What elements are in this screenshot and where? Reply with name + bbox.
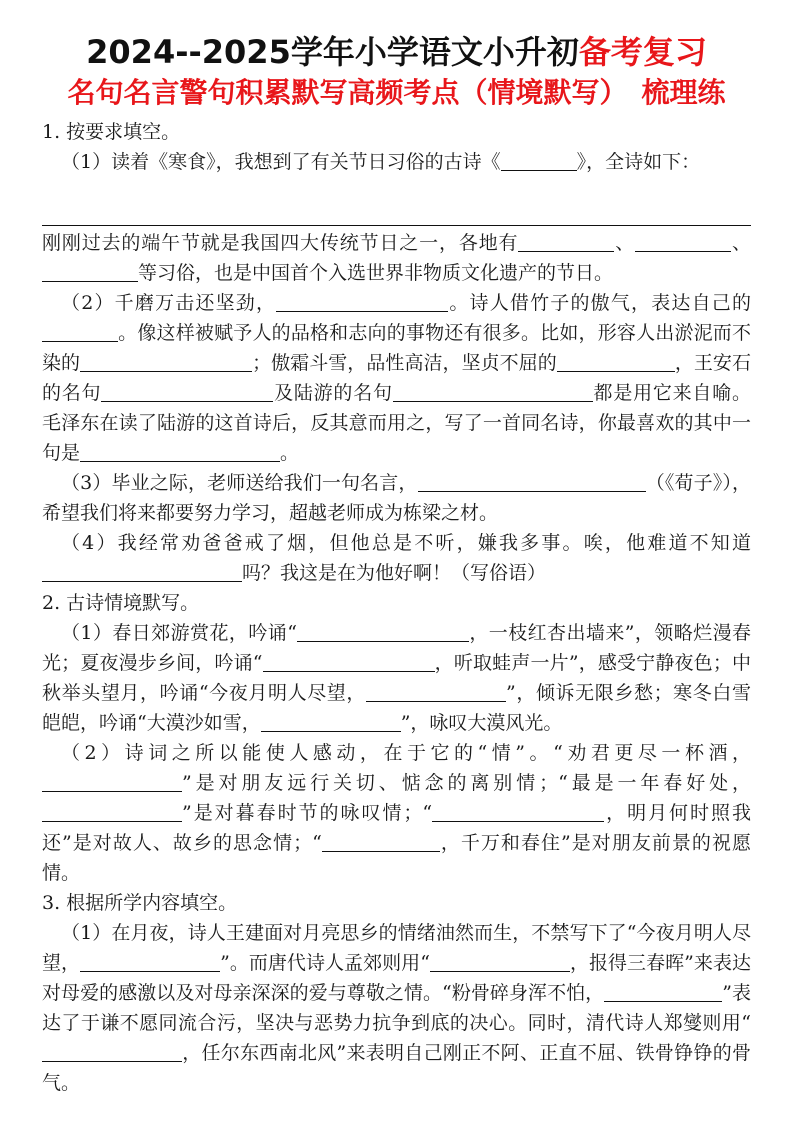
q2-2-label: （2） <box>61 741 125 764</box>
question-2-1 <box>42 618 751 738</box>
q1-2-text-g: 都是用它来自喻。毛泽东在读了陆游的这首诗后，反其意而用之，写了一首同名诗，你最喜欢的其中一句是 <box>42 381 751 464</box>
question-3-1 <box>42 918 751 1098</box>
answer-rule <box>42 225 751 226</box>
title-line-1 <box>0 34 793 71</box>
question-1-3 <box>42 468 751 528</box>
answer-blank[interactable] <box>80 444 280 462</box>
answer-blank[interactable] <box>393 384 593 402</box>
q2-1-text-b: ，一枝红杏出墙来”，领略烂漫春光；夏夜漫步乡间，吟诵“ <box>42 621 752 674</box>
document-title <box>0 0 793 109</box>
q2-2-text-d: ，明月何时照我还”是对故人、故乡的思念情；“ <box>42 801 751 854</box>
answer-blank[interactable] <box>366 684 506 702</box>
section-heading-1: 1. 按要求填空。 <box>42 120 181 143</box>
q3-1-text-e: ，任尔东西南北风”来表明自己刚正不阿、正直不屈、铁骨铮铮的骨气。 <box>42 1041 751 1094</box>
answer-blank[interactable] <box>557 354 675 372</box>
q3-1-text-a: 在月夜，诗人王建面对月亮思乡的情绪油然而生，不禁写下了“今夜月明人尽望， <box>42 921 751 974</box>
q1-1-text-c: 刚刚过去的端午节就是我国四大传统节日之一，各地有 <box>42 231 519 254</box>
q1-1-sep-1: 、 <box>614 231 636 254</box>
q2-1-text-e: ”，咏叹大漠风光。 <box>400 711 563 734</box>
q1-2-text-f: 及陆游的名句 <box>273 381 393 404</box>
q1-4-label: （4） <box>61 531 118 554</box>
answer-blank[interactable] <box>80 954 220 972</box>
q1-1-text-a: 读着《寒食》，我想到了有关节日习俗的古诗《 <box>111 150 501 173</box>
answer-writing-space[interactable] <box>42 177 751 199</box>
answer-blank[interactable] <box>42 324 118 342</box>
answer-blank[interactable] <box>430 954 570 972</box>
question-1-1-cont <box>42 228 751 288</box>
answer-blank[interactable] <box>418 474 646 492</box>
question-1-2 <box>42 288 751 468</box>
q1-4-text-b: 吗？我这是在为他好啊！（写俗语） <box>242 561 547 584</box>
q1-2-text-a: 千磨万击还坚劲， <box>114 291 277 314</box>
answer-blank[interactable] <box>604 984 722 1002</box>
q2-1-text-a: 春日郊游赏花，吟诵“ <box>112 621 297 644</box>
section-heading-3: 3. 根据所学内容填空。 <box>42 891 238 914</box>
question-2-2 <box>42 738 751 888</box>
q1-2-text-c: 。像这样被赋予人的品格和志向的事物还有很多。比如，形容人出淤泥而不染的 <box>42 321 751 374</box>
answer-blank[interactable] <box>42 804 182 822</box>
answer-blank[interactable] <box>322 834 440 852</box>
q1-3-text-b: （《荀子》），希望我们将来都要努力学习，超越老师成为栋梁之材。 <box>42 471 751 524</box>
answer-blank[interactable] <box>297 624 469 642</box>
q1-2-text-h: 。 <box>280 441 300 464</box>
title-line-1-black-part: 2024--2025学年小学语文小升初 <box>86 33 579 71</box>
answer-blank[interactable] <box>42 564 242 582</box>
answer-blank[interactable] <box>42 774 182 792</box>
q2-1-text-d: ”，倾诉无限乡愁；寒冬白雪皑皑，吟诵“大漠沙如雪， <box>42 681 751 734</box>
q1-1-label: （1） <box>61 150 112 173</box>
title-line-2: 名句名言警句积累默写高频考点（情境默写） 梳理练 <box>67 75 726 109</box>
answer-blank[interactable] <box>263 654 435 672</box>
q2-1-text-c: ，听取蛙声一片”，感受宁静夜色；中秋举头望月，吟诵“今夜月明人尽望， <box>42 651 752 704</box>
answer-blank[interactable] <box>518 234 614 252</box>
answer-blank[interactable] <box>42 264 138 282</box>
q2-2-text-e: ，千万和春住”是对朋友前景的祝愿情。 <box>42 831 751 884</box>
section-heading-2: 2. 古诗情境默写。 <box>42 591 200 614</box>
answer-blank[interactable] <box>42 1044 182 1062</box>
question-1-1 <box>42 147 751 177</box>
answer-blank[interactable] <box>432 804 604 822</box>
question-1-4 <box>42 528 751 588</box>
q2-1-label: （1） <box>61 621 113 644</box>
answer-blank[interactable] <box>501 153 577 171</box>
answer-blank[interactable] <box>80 354 252 372</box>
answer-blank[interactable] <box>261 714 401 732</box>
worksheet-body <box>42 117 751 1098</box>
answer-blank[interactable] <box>276 294 448 312</box>
q1-1-sep-2: 、 <box>731 231 751 254</box>
q1-4-text-a: 我经常劝爸爸戒了烟，但他总是不听，嫌我多事。唉，他难道不知道 <box>117 531 751 554</box>
q3-1-text-b: ”。而唐代诗人孟郊则用“ <box>220 951 430 974</box>
q2-2-text-c: ”是对暮春时节的咏叹情；“ <box>182 801 433 824</box>
q1-2-text-d: ；傲霜斗雪，品性高洁，坚贞不屈的 <box>252 351 557 374</box>
q1-3-label: （3） <box>61 471 112 494</box>
q2-2-text-a: 诗词之所以能使人感动，在于它的“情”。“劝君更尽一杯酒， <box>124 741 751 764</box>
q2-2-text-b: ”是对朋友远行关切、惦念的离别情；“最是一年春好处， <box>182 771 751 794</box>
q1-1-text-b: 》，全诗如下： <box>576 150 701 173</box>
q1-3-text-a: 毕业之际，老师送给我们一句名言， <box>111 471 418 494</box>
q3-1-text-d: ”表达了于谦不愿同流合污，坚决与恶势力抗争到底的决心。同时，清代诗人郑燮则用“ <box>42 981 751 1034</box>
answer-blank[interactable] <box>101 384 273 402</box>
q1-2-text-b: 。诗人借竹子的傲气，表达自己的 <box>448 291 751 314</box>
q1-1-text-d: 等习俗，也是中国首个入选世界非物质文化遗产的节日。 <box>138 261 614 284</box>
q3-1-label: （1） <box>61 921 112 944</box>
title-line-1-red-part: 备考复习 <box>578 33 707 71</box>
answer-blank[interactable] <box>635 234 731 252</box>
q1-2-text-e: ，王安石的名句 <box>42 351 751 404</box>
q1-2-label: （2） <box>61 291 115 314</box>
q3-1-text-c: ，报得三春晖”来表达对母爱的感激以及对母亲深深的爱与尊敬之情。“粉骨碎身浑不怕， <box>42 951 751 1004</box>
